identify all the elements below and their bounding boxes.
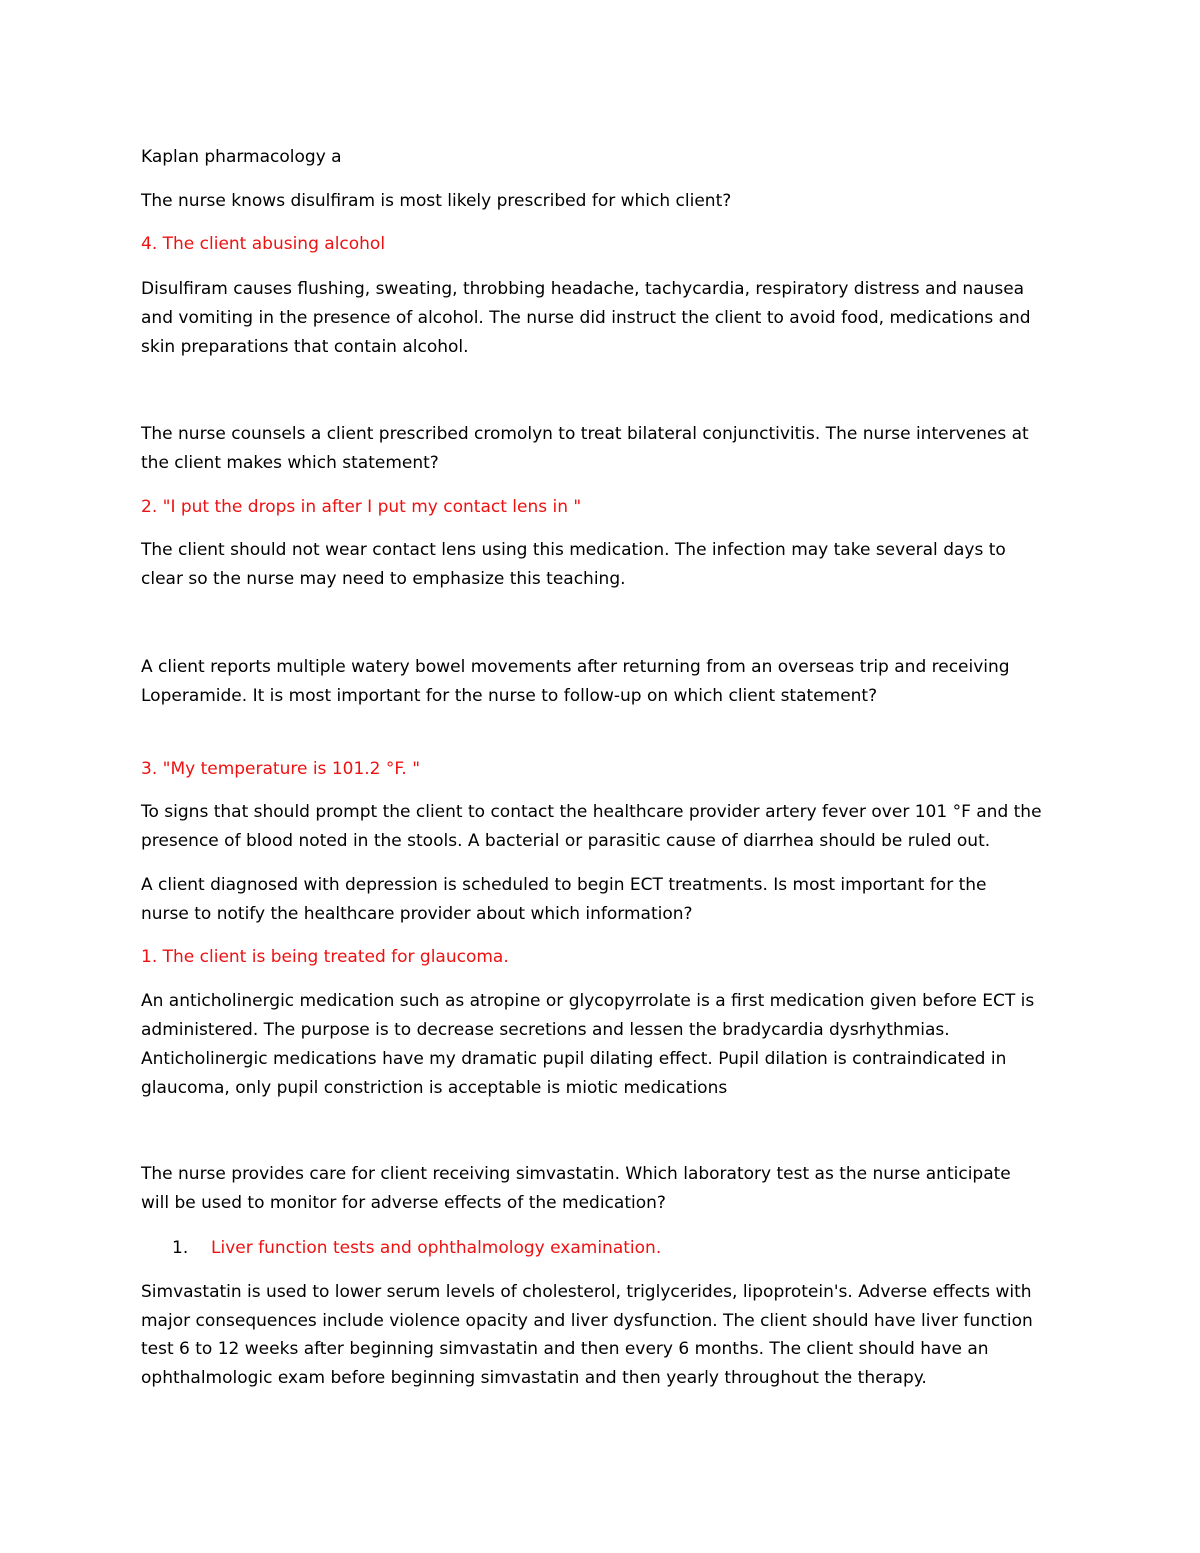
document-title: Kaplan pharmacology a (141, 147, 342, 167)
q1-rationale-line: skin preparations that contain alcohol. (141, 337, 469, 357)
q5-rationale-line: major consequences include violence opacity and liver dysfunction. The client should have liver function (141, 1311, 1033, 1331)
q5-question-line: will be used to monitor for adverse effects of the medication? (141, 1193, 666, 1213)
q2-rationale-line: The client should not wear contact lens using this medication. The infection may take several days to (141, 540, 1006, 560)
q5-rationale-line: ophthalmologic exam before beginning simvastatin and then yearly throughout the therapy. (141, 1368, 927, 1388)
q3-question-line: A client reports multiple watery bowel movements after returning from an overseas trip and receiving (141, 657, 1010, 677)
q5-rationale-line: test 6 to 12 weeks after beginning simvastatin and then every 6 months. The client should have an (141, 1339, 989, 1359)
q3-question-line: Loperamide. It is most important for the nurse to follow-up on which client statement? (141, 686, 878, 706)
q1-answer: 4. The client abusing alcohol (141, 234, 386, 254)
q5-rationale-line: Simvastatin is used to lower serum levels of cholesterol, triglycerides, lipoprotein's. Adverse effects with (141, 1282, 1032, 1302)
q1-rationale-line: Disulfiram causes flushing, sweating, throbbing headache, tachycardia, respiratory distress and nausea (141, 279, 1025, 299)
q4-rationale-line: administered. The purpose is to decrease secretions and lessen the bradycardia dysrhythmias. (141, 1020, 950, 1040)
q4-rationale-line: An anticholinergic medication such as atropine or glycopyrrolate is a first medication given before ECT is (141, 991, 1035, 1011)
q4-rationale-line: glaucoma, only pupil constriction is acceptable is miotic medications (141, 1078, 728, 1098)
q4-rationale-line: Anticholinergic medications have my dramatic pupil dilating effect. Pupil dilation is contraindicated in (141, 1049, 1007, 1069)
q5-answer: Liver function tests and ophthalmology examination. (211, 1238, 662, 1258)
q5-question-line: The nurse provides care for client receiving simvastatin. Which laboratory test as the nurse anticipate (141, 1164, 1011, 1184)
q2-rationale-line: clear so the nurse may need to emphasize this teaching. (141, 569, 626, 589)
q1-question: The nurse knows disulfiram is most likely prescribed for which client? (141, 191, 732, 211)
q3-answer: 3. "My temperature is 101.2 °F. " (141, 759, 421, 779)
q2-question-line: The nurse counsels a client prescribed cromolyn to treat bilateral conjunctivitis. The nurse intervenes at (141, 424, 1029, 444)
q3-rationale-line: presence of blood noted in the stools. A bacterial or parasitic cause of diarrhea should be ruled out. (141, 831, 991, 851)
q2-answer: 2. "I put the drops in after I put my contact lens in " (141, 497, 582, 517)
q4-question-line: A client diagnosed with depression is scheduled to begin ECT treatments. Is most important for the (141, 875, 987, 895)
q1-rationale-line: and vomiting in the presence of alcohol. The nurse did instruct the client to avoid food, medications and (141, 308, 1031, 328)
q5-answer-number: 1. (172, 1238, 189, 1258)
q2-question-line: the client makes which statement? (141, 453, 439, 473)
q4-question-line: nurse to notify the healthcare provider about which information? (141, 904, 693, 924)
q3-rationale-line: To signs that should prompt the client to contact the healthcare provider artery fever over 101 °F and the (141, 802, 1042, 822)
q4-answer: 1. The client is being treated for glaucoma. (141, 947, 509, 967)
